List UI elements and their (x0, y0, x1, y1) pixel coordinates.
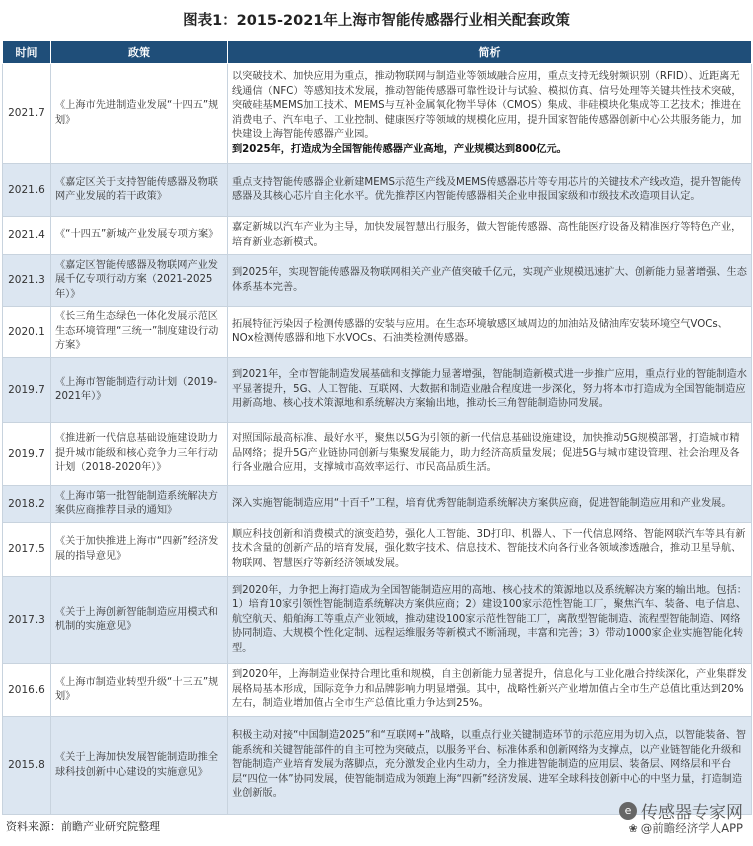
watermark-primary-text: 传感器专家网 (641, 803, 743, 823)
row-analysis: 到2021年，全市智能制造发展基础和支撑能力显著增强，智能制造新模式进一步推广应用，重点行业的智能制造水平显著提升，5G、人工智能、互联网、大数据和制造业融合程度进一步深化，努力将本市打造成为全国智能制造应用新高地、核心技术策源地和系统解决方案输出地，推动长三角智能制造协同发展。 (228, 358, 752, 423)
row-time: 2021.6 (3, 164, 51, 217)
table-row (3, 164, 752, 217)
row-analysis (228, 64, 752, 164)
row-analysis: 到2025年，实现智能传感器及物联网相关产业产值突破千亿元，实现产业规模迅速扩大、创新能力显著增强、生态体系基本完善。 (228, 255, 752, 307)
paw-icon: ❀ (628, 821, 638, 835)
row-time: 2018.2 (3, 486, 51, 523)
row-analysis: 深入实施智能制造应用“十百千”工程，培育优秀智能制造系统解决方案供应商，促进智能制造应用和产业发展。 (228, 486, 752, 523)
row-policy: 《上海市智能制造行动计划（2019-2021年）》 (51, 358, 228, 423)
row-policy: 《嘉定区智能传感器及物联网产业发展千亿专项行动方案（2021-2025年）》 (51, 255, 228, 307)
row-time: 2020.1 (3, 307, 51, 358)
row-policy: 《推进新一代信息基础设施建设助力提升城市能级和核心竞争力三年行动计划（2018-2020年）》 (51, 423, 228, 486)
row-policy: 《“十四五”新城产业发展专项方案》 (51, 217, 228, 255)
row-policy: 《上海市制造业转型升级“十三五”规划》 (51, 664, 228, 717)
table-row (3, 64, 752, 164)
watermark-secondary-text: @前瞻经济学人APP (640, 821, 743, 835)
row-analysis: 到2020年，力争把上海打造成为全国智能制造应用的高地、核心技术的策源地以及系统解决方案的输出地。包括：1）培育10家引领性智能制造系统解决方案供应商；2）建设100家示范性智能工厂，聚焦汽车、装备、电子信息、航空航天、船舶海工等重点产业领域，推动建设100家示范性智能工厂，离散型智能制造、流程型智能制造、网络协同制造、大规模个性化定制、远程运维服务等新模式不断涌现，丰富和完善；3）带动1000家企业实施智能化转型。 (228, 577, 752, 664)
table-row (3, 217, 752, 255)
table-row (3, 358, 752, 423)
table-row (3, 664, 752, 717)
row-time: 2019.7 (3, 358, 51, 423)
policy-table-wrapper (2, 40, 751, 815)
table-row (3, 486, 752, 523)
row-time: 2015.8 (3, 717, 51, 815)
row-policy: 《关于加快推进上海市“四新”经济发展的指导意见》 (51, 523, 228, 577)
row-analysis: 顺应科技创新和消费模式的演变趋势，强化人工智能、3D打印、机器人、下一代信息网络、智能网联汽车等具有新技术含量的创新产品的培育发展，强化数字技术、信息技术、智能技术向各行业各领域渗透融合，推动卫星导航、物联网、智慧医疗等新经济领域发展。 (228, 523, 752, 577)
row-policy: 《关于上海创新智能制造应用模式和机制的实施意见》 (51, 577, 228, 664)
table-row (3, 255, 752, 307)
header-analysis: 简析 (228, 41, 752, 64)
row-policy: 《上海市先进制造业发展“十四五”规划》 (51, 64, 228, 164)
header-time: 时间 (3, 41, 51, 64)
table-row (3, 423, 752, 486)
header-policy: 政策 (51, 41, 228, 64)
row-time: 2021.7 (3, 64, 51, 164)
row-analysis: 嘉定新城以汽车产业为主导，加快发展智慧出行服务，做大智能传感器、高性能医疗设备及精准医疗等特色产业，培育新业态新模式。 (228, 217, 752, 255)
row-policy: 《长三角生态绿色一体化发展示范区生态环境管理“三统一”制度建设行动方案》 (51, 307, 228, 358)
row-time: 2017.5 (3, 523, 51, 577)
row-time: 2021.4 (3, 217, 51, 255)
table-row (3, 307, 752, 358)
wechat-icon: e (619, 802, 637, 820)
row-analysis: 拓展特征污染因子检测传感器的安装与应用。在生态环境敏感区域周边的加油站及储油库安装环境空气VOCs、NOx检测传感器和地下水VOCs、石油类检测传感器。 (228, 307, 752, 358)
policy-table (2, 40, 752, 815)
row-time: 2016.6 (3, 664, 51, 717)
row-analysis: 到2020年，上海制造业保持合理比重和规模，自主创新能力显著提升，信息化与工业化融合持续深化，产业集群发展格局基本形成，国际竞争力和品牌影响力明显增强。其中，战略性新兴产业增加值占全市生产总值比重达到20%左右，制造业增加值占全市生产总值比重力争达到25%。 (228, 664, 752, 717)
row-policy: 《嘉定区关于支持智能传感器及物联网产业发展的若干政策》 (51, 164, 228, 217)
row-policy: 《上海市第一批智能制造系统解决方案供应商推荐目录的通知》 (51, 486, 228, 523)
row-policy: 《关于上海加快发展智能制造助推全球科技创新中心建设的实施意见》 (51, 717, 228, 815)
row-time: 2021.3 (3, 255, 51, 307)
row-time: 2019.7 (3, 423, 51, 486)
row-analysis: 对照国际最高标准、最好水平，聚焦以5G为引领的新一代信息基础设施建设，加快推动5G规模部署，打造城市精品网络；提升5G产业链协同创新与集聚发展能力，助力经济高质量发展；促进5G与城市建设管理、社会治理及各行各业融合应用，支撑城市高效率运行、市民高品质生活。 (228, 423, 752, 486)
row-analysis: 重点支持智能传感器企业新建MEMS示范生产线及MEMS传感器芯片等专用芯片的关键技术产线改造，提升智能传感器及其核心芯片自主化水平。优先推荐区内智能传感器相关企业申报国家级和市级技术改造项目认定。 (228, 164, 752, 217)
figure-title: 图表1：2015-2021年上海市智能传感器行业相关配套政策 (183, 12, 570, 29)
table-row (3, 577, 752, 664)
row-time: 2017.3 (3, 577, 51, 664)
row-analysis-text: 以突破技术、加快应用为重点，推动物联网与制造业等领域融合应用，重点支持无线射频识别（RFID）、近距离无线通信（NFC）等感知技术发展，推动智能传感器可靠性设计与试验、模拟仿真、信号处理等关键共性技术突破，突破硅基MEMS加工技术、MEMS与互补金属氧化物半导体（CMOS）集成、非硅模块化集成等工艺技术；推进在消费电子、汽车电子、工业控制、健康医疗等领域的规模化应用，提升国家智能传感器创新中心公共服务能力，加快建设上海智能传感器产业园。 (232, 71, 742, 140)
watermark-secondary (629, 820, 743, 836)
table-header-row (3, 41, 752, 64)
row-analysis: 积极主动对接“中国制造2025”和“互联网+”战略，以重点行业关键制造环节的示范应用为切入点，以智能装备、智能系统和关键智能部件的自主可控为突破点，以服务平台、标准体系和创新网络为支撑点，以产业链智能化升级和智能制造产业培育发展为落脚点，充分激发企业内生动力，全力推进智能制造的应用层、装备层、网络层和平台层“四位一体”协同发展，使智能制造成为领跑上海“四新”经济发展、进军全球科技创新中心的中坚力量，打造制造业创新版。 (228, 717, 752, 815)
table-row (3, 523, 752, 577)
source-note: 资料来源：前瞻产业研究院整理 (6, 820, 160, 833)
row-analysis-highlight: 到2025年，打造成为全国智能传感器产业高地，产业规模达到800亿元。 (232, 143, 567, 155)
